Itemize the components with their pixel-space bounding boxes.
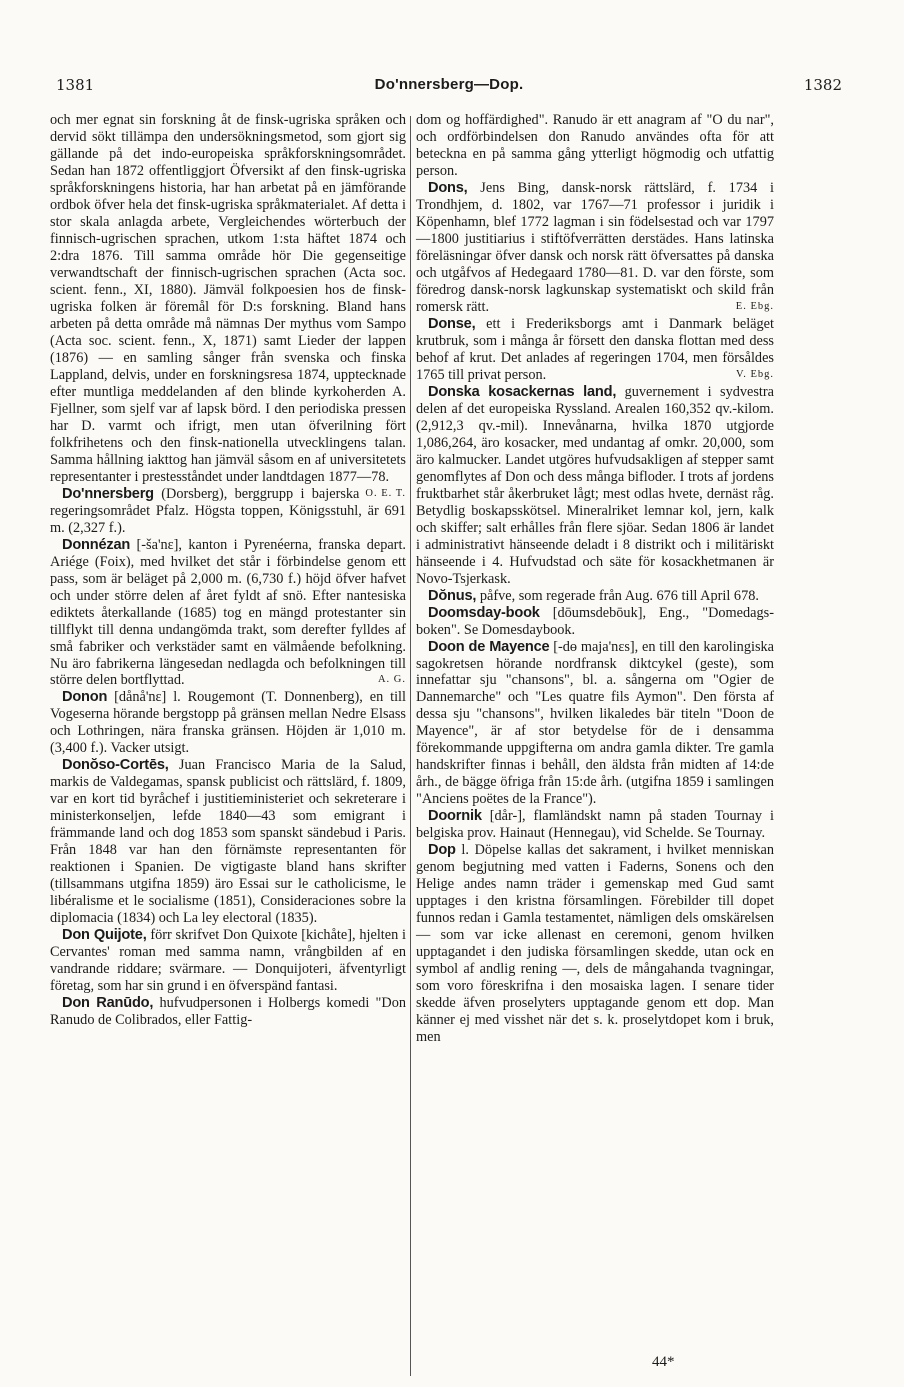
entry-headword: Doon de Mayence xyxy=(428,638,550,655)
entry xyxy=(416,384,774,588)
entry-signature: O. E. T. xyxy=(365,487,406,499)
entry xyxy=(416,605,774,639)
entry-headword: Dons, xyxy=(428,179,468,196)
entry xyxy=(50,757,406,927)
entry xyxy=(50,995,406,1029)
entry xyxy=(50,486,406,537)
entry xyxy=(50,537,406,690)
entry-text: [dånå'nɛ] l. Rougemont (T. Donnenberg), en till Vogeserna hörande bergstopp på gränsen mellan Nedre Elsass och Lothringen, nära franska gränsen. Höjden är 1,010 m. (3,400 f.). Vacker utsigt. xyxy=(50,689,406,757)
entry xyxy=(416,588,774,605)
entry-text: förr skrifvet Don Quixote [kichåte], hjelten i Cervantes' roman med samma namn, vrångbilden af en vandrande riddare; svärmare. — Donquijoteri, äfventyrligt företag, som har sin grund i en öfverspänd fantasi. xyxy=(50,927,406,995)
entry xyxy=(416,112,774,180)
entry-signature: E. Ebg. xyxy=(735,300,774,312)
entry xyxy=(50,689,406,757)
entry xyxy=(416,842,774,1046)
running-title: Do'nnersberg—Dop. xyxy=(374,76,524,93)
left-column xyxy=(50,112,406,1029)
running-header xyxy=(56,76,842,102)
right-column xyxy=(416,112,774,1046)
entry-headword: Dop xyxy=(428,842,456,859)
entry-text: [dår-], flamländskt namn på staden Tournay i belgiska prov. Hainaut (Hennegau), vid Schelde. Se Tournay. xyxy=(416,808,774,842)
entry-headword: Dŏnus, xyxy=(428,587,477,604)
entry-text: Juan Francisco Maria de la Salud, markis de Valdegamas, spansk publicist och rättslärd, f. 1809, var en kort tid byråchef i justitieministeriet och sekreterare i ministerkonseljen, lefde 1840—43 som emigrant i främmande land och dog 1853 som spanskt sändebud i Paris. Från 1848 var han den förnämste representanten för reaktionen i Spanien. De vigtigaste bland hans skrifter (tillsammans utgifna 1859) äro Essai sur le catholicisme, le libéralisme et le socialisme (1851), Consideraciones sobre la diplomacia (1834) och La ley electoral (1835). xyxy=(50,757,406,927)
entry-text: guvernement i sydvestra delen af det europeiska Ryssland. Arealen 160,352 qv.-kilom. (2,912,3 qv.-mil). Innevånarna, hvilka 1870 utgjorde 1,086,264, äro kosacker, med undantag af omkr. 20,000, som äro kalmucker. Landet utgöres hufvudsakligen af stepper samt genomflytes af Don och dess många bifloder. I trots af jordens fruktbarhet står åkerbruket lågt; mest odlas hvete, dernäst råg. Betydlig boskapsskötsel. Mineralriket lemnar kol, jern, kalk och skiffer; salt erhålles från flere sjöar. Sedan 1806 är landet i administrativt hänseende deladt i 8 distrikt och i militäriskt hänseende i 4. Hufvudstad och säte för kosackhetmanen är Novo-Tsjerkask. xyxy=(416,383,774,587)
entry-headword: Donse, xyxy=(428,315,476,332)
entry-headword: Don Quijote, xyxy=(62,927,147,944)
entry-headword: Donnézan xyxy=(62,536,131,553)
entry xyxy=(416,808,774,842)
entry-text: hufvudpersonen i Holbergs komedi "Don Ranudo de Colibrados, eller Fattig- xyxy=(50,995,406,1029)
page-number-left: 1381 xyxy=(56,76,95,94)
column-divider xyxy=(410,116,411,1376)
entry-headword: Doornik xyxy=(428,808,482,825)
signature-mark: 44* xyxy=(652,1354,675,1370)
entry-text: ett i Frederiksborgs amt i Danmark beläget krutbruk, som i många år försett den danska flottan med dess behof af krut. Det anlades af regeringen 1704, men försåldes 1765 till privat person. xyxy=(416,315,774,383)
entry-headword: Do'nnersberg xyxy=(62,485,154,502)
entry xyxy=(416,639,774,809)
entry-text: och mer egnat sin forskning åt de finsk-ugriska språken och dervid sökt tillämpa den undersökningsmetod, som gjort sig gällande på det indo-europeiska språkforskningsområdet. Sedan han 1872 offentliggjort Öfversikt af den finsk-ugriska språkforskningens historia, har han arbetat på en jämförande ordbok öfver hela det finsk-ugriska språkmaterialet. Af detta i stor skala anlagda arbete, Vergleichendes wörterbuch der finnisch-ugrischen sprachen, utkom 1:sta häftet 1874 och 2:dra 1876. Till samma område hör Die gegenseitige verwandtschaft der finnisch-ugrischen sprachen (Acta soc. scient. fenn., XI, 1880). Jämväl folkpoesien hos de finsk-ugriska folken är föremål för D:s forskning. Bland hans arbeten på detta område må nämnas Der mythus vom Sampo (Acta soc. scient. fenn., X, 1871) samt Lieder der lappen (1876) — en samling sånger från svenska och finska Lappland, delvis, under en forskningsresa 1874, upptecknade efter muntliga meddelanden af den blinde kyrkoherden A. Fjellner, som sjelf var af lapsk börd. I den periodiska pressen har D. varmt och ifrigt, men utan öfverilning fört folkfrihetens och den finsk-nationella utvecklingens talan. Samma hållning iakttog han jämväl såsom en af universitetets representanter i prestesståndet under landtdagen 1877—78. xyxy=(50,112,406,485)
entry-headword: Don Ranūdo, xyxy=(62,995,154,1012)
entry-headword: Donon xyxy=(62,689,108,706)
entry-headword: Donŏso-Cortēs, xyxy=(62,757,169,774)
entry-text: [dōumsdebōuk], Eng., "Domedags-boken". Se Domesdaybook. xyxy=(416,604,774,638)
entry xyxy=(50,927,406,995)
entry-text: Jens Bing, dansk-norsk rättslärd, f. 1734 i Trondhjem, d. 1802, var 1767—71 professor i juridik i Köpenhamn, blef 1772 lagman i sin födelsestad och var 1797—1800 justitiarius i stiftöfverrätten derstädes. Hans latinska föreläsningar öfver dansk och norsk rätt öfversattes på danska och utgåfvos af Hedegaard 1780—81. D. var den förste, som föredrog dansk-norsk lagkunskap systematiskt och skild från romersk rätt. xyxy=(416,179,774,315)
entry-text: [-ša'nɛ], kanton i Pyrenéerna, franska depart. Ariége (Foix), med hvilket det står i förbindelse genom ett pass, som är beläget på 2,000 m. (6,730 f.) höjd öfver hafvet och under större delen af året fyldt af snö. Efter nantesiska ediktets återkallande (1685) tog en mängd protestanter sin tillflykt till denna undangömda trakt, som derefter fylldes af små fabriker och verkstäder samt en välmående befolkning. Nu äro fabrikerna längesedan nedlagda och befolkningen till större delen bortflyttad. xyxy=(50,536,406,689)
entry-headword: Donska kosackernas land, xyxy=(428,383,617,400)
entry-signature: V. Ebg. xyxy=(735,368,774,380)
entry-text: (Dorsberg), berggrupp i bajerska regeringsområdet Pfalz. Högsta toppen, Königsstuhl, är 691 m. (2,327 f.). xyxy=(50,485,406,536)
entry xyxy=(416,180,774,316)
entry xyxy=(416,316,774,384)
page-number-right: 1382 xyxy=(803,76,842,94)
entry-text: påfve, som regerade från Aug. 676 till April 678. xyxy=(476,587,759,604)
entry-headword: Doomsday-book xyxy=(428,604,540,621)
entry-signature: A. G. xyxy=(377,674,406,686)
entry-text: [-dɵ maja'nɛs], en till den karolingiska sagokretsen hörande nordfransk diktcykel (geste), som innefattar sju "chansons", bl. a. sångerna om "Ogier de Dannemarche" och "Les quatre fils Aymon". Den första af dessa sju "chansons", hvilken likaledes bär titeln "Doon de Mayence", är af stor betydelse för de i densamma förekommande uppgifterna om andra gamla dikter. Tre gamla handskrifter finnas i behåll, den äldsta från midten af 14:de årh., de bägge öfriga från 15:de årh. (utgifna 1859 i samlingen "Anciens poëtes de la France"). xyxy=(416,638,775,808)
entry-text: l. Döpelse kallas det sakrament, i hvilket menniskan genom begjutning med vatten i Faderns, Sonens och den Helige andes namn träder i gemenskap med Gud samt upptages i den kristna församlingen. Förebilder till dopet funnos redan i Gamla testamentet, nämligen dels omskärelsen — som var icke allenast en ceremoni, genom hvilken upptagandet i den judiska församlingen skedde, utan ock en symbol af andlig rening —, dels de mångahanda tvagningar, som voro föreskrifna i den mosaiska lagen. I senare tider skedde äfven proselyters upptagande genom ett dop. Man känner ej med visshet när det s. k. proselytdopet kom i bruk, men xyxy=(416,842,774,1046)
entry-text: dom og hoffärdighed". Ranudo är ett anagram af "O du nar", och ordförbindelsen don Ranudo användes ofta för att beteckna en på samma gång ytterligt högmodig och utfattig person. xyxy=(416,112,774,179)
